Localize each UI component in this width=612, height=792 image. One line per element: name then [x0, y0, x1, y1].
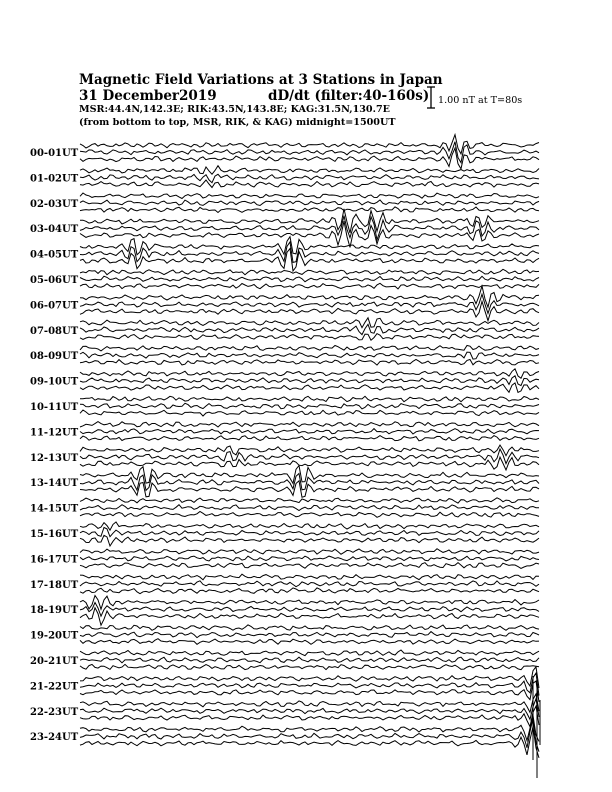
hour-row — [30, 650, 539, 670]
trace-rik — [80, 174, 539, 182]
hour-label: 13-14UT — [30, 478, 79, 490]
chart-date: 31 December2019 — [79, 88, 217, 104]
trace-kag — [80, 166, 539, 175]
trace-msr — [80, 334, 539, 341]
hour-label: 11-12UT — [30, 427, 79, 439]
hour-label: 06-07UT — [30, 300, 79, 312]
trace-msr — [80, 588, 539, 594]
hour-row — [30, 574, 539, 594]
trace-kag — [80, 346, 539, 351]
hour-row — [30, 193, 539, 213]
trace-kag — [80, 574, 539, 580]
trace-kag — [80, 498, 539, 503]
trace-msr — [80, 535, 539, 546]
trace-rik — [80, 505, 539, 511]
trace-rik — [80, 352, 539, 359]
hour-label: 00-01UT — [30, 148, 79, 159]
hour-row — [30, 369, 539, 393]
hour-row — [30, 396, 539, 416]
hour-label: 18-19UT — [30, 605, 79, 617]
trace-rik — [80, 528, 539, 537]
hour-label: 08-09UT — [30, 351, 79, 363]
trace-msr — [80, 207, 539, 213]
hour-row — [30, 135, 539, 169]
hour-row — [30, 166, 539, 188]
trace-kag — [80, 625, 539, 630]
hour-row — [30, 522, 539, 546]
hour-label: 12-13UT — [30, 452, 79, 464]
trace-rik — [80, 556, 539, 561]
trace-rik — [80, 632, 539, 638]
trace-msr — [80, 249, 539, 271]
trace-rik — [80, 581, 539, 587]
hour-row — [30, 269, 539, 289]
trace-msr — [80, 512, 539, 518]
trace-rik — [80, 603, 539, 617]
trace-kag — [80, 193, 539, 199]
hour-row — [30, 694, 539, 727]
trace-msr — [80, 608, 539, 626]
chart-title: Magnetic Field Variations at 3 Stations in Japan — [79, 72, 443, 88]
trace-msr — [80, 706, 539, 727]
trace-rik — [80, 216, 539, 240]
hour-label: 03-04UT — [30, 224, 79, 236]
trace-rik — [80, 294, 539, 313]
trace-msr — [80, 563, 539, 569]
hour-label: 04-05UT — [30, 249, 79, 261]
trace-rik — [80, 324, 539, 334]
trace-rik — [80, 276, 539, 282]
hour-label: 15-16UT — [30, 529, 79, 540]
trace-rik — [80, 429, 539, 434]
hour-row — [30, 286, 539, 321]
hour-row — [30, 466, 539, 498]
trace-msr — [80, 727, 539, 758]
hour-label: 17-18UT — [30, 579, 79, 591]
hour-label: 07-08UT — [30, 325, 79, 337]
hour-label: 05-06UT — [30, 275, 79, 286]
trace-msr — [80, 436, 539, 441]
hour-row — [30, 346, 539, 366]
trace-rik — [80, 242, 539, 262]
trace-msr — [80, 360, 539, 366]
hour-row — [30, 209, 539, 248]
hour-row — [30, 667, 539, 702]
hour-label: 16-17UT — [30, 554, 79, 566]
trace-msr — [80, 664, 539, 669]
trace-msr — [80, 481, 539, 497]
trace-msr — [80, 457, 539, 470]
trace-rik — [80, 403, 539, 409]
trace-msr — [80, 639, 539, 645]
hour-label: 02-03UT — [30, 198, 79, 210]
hour-row — [30, 237, 539, 271]
hour-row — [30, 445, 539, 470]
chart-subtitle: dD/dt (filter:40-160s) — [268, 88, 430, 104]
trace-kag — [80, 596, 539, 610]
trace-kag — [80, 650, 539, 656]
hour-row — [30, 422, 539, 441]
trace-kag — [80, 422, 539, 427]
trace-rik — [80, 200, 539, 206]
magnetogram-rows — [30, 135, 540, 778]
trace-rik — [80, 657, 539, 663]
station-order-note: (from bottom to top, MSR, RIK, & KAG) midnight=1500UT — [79, 117, 396, 128]
hour-label: 19-20UT — [30, 630, 79, 642]
trace-kag — [80, 522, 539, 530]
hour-label: 01-02UT — [30, 173, 79, 185]
trace-rik — [80, 719, 539, 752]
hour-label: 20-21UT — [30, 656, 79, 667]
trace-rik — [80, 376, 539, 386]
hour-label: 23-24UT — [30, 732, 79, 744]
trace-kag — [80, 318, 539, 328]
trace-msr — [80, 383, 539, 393]
hour-row — [30, 549, 539, 569]
trace-kag — [80, 549, 539, 555]
scale-bar-label: 1.00 nT at T=80s — [438, 95, 523, 106]
hour-label: 21-22UT — [30, 681, 79, 693]
trace-kag — [80, 237, 539, 255]
trace-msr — [80, 180, 539, 188]
hour-row — [30, 318, 539, 340]
hour-label: 22-23UT — [30, 706, 79, 718]
hour-row — [30, 596, 539, 626]
hour-row — [30, 716, 539, 758]
trace-kag — [80, 667, 539, 688]
trace-kag — [80, 369, 539, 378]
trace-kag — [80, 396, 539, 401]
trace-msr — [80, 410, 539, 416]
scale-bar — [427, 87, 435, 108]
trace-msr — [80, 283, 539, 289]
hour-row — [30, 625, 539, 645]
station-coordinates: MSR:44.4N,142.3E; RIK:43.5N,143.8E; KAG:31.5N,130.7E — [79, 104, 390, 115]
trace-kag — [80, 694, 539, 712]
hour-label: 14-15UT — [30, 503, 79, 515]
hour-label: 09-10UT — [30, 376, 79, 388]
hour-row — [30, 498, 539, 518]
trace-msr — [80, 681, 539, 702]
trace-kag — [80, 466, 539, 484]
trace-kag — [80, 269, 539, 274]
hour-label: 10-11UT — [30, 402, 79, 413]
